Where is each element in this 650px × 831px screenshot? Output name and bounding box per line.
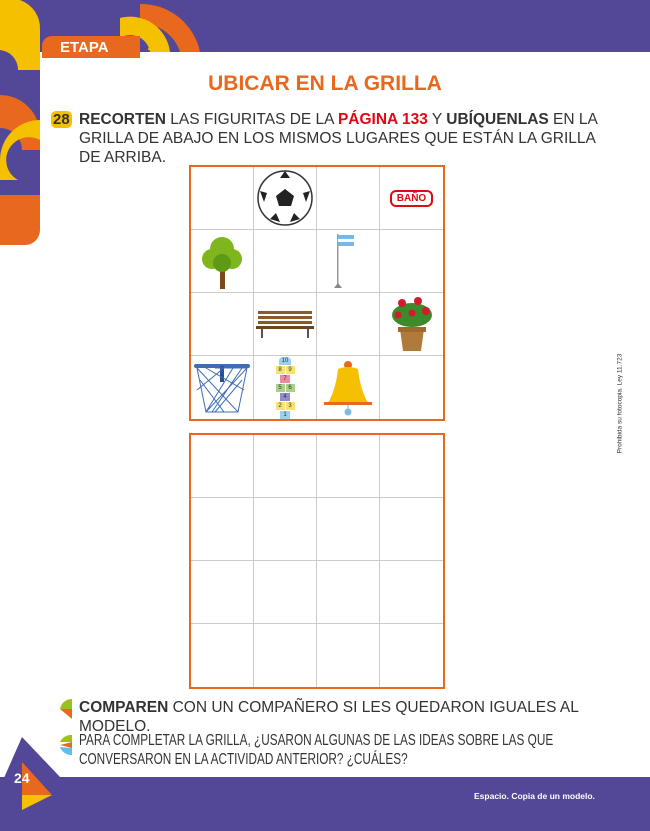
grid-cell[interactable] [254,561,317,624]
grid-cell [191,167,254,230]
grid-cell[interactable] [380,498,443,561]
grid-cell[interactable] [254,624,317,687]
grid-cell[interactable] [191,435,254,498]
bano-sign: BAÑO [390,190,433,207]
footer-bar [0,777,650,831]
activity-instruction: RECORTEN LAS FIGURITAS DE LA PÁGINA 133 Y UBÍQUENLAS EN LA GRILLA DE ABAJO EN LOS MISMOS LUGARES QUE ESTÁN LA GRILLA DE ARRIBA. [79,111,597,166]
page-title: UBICAR EN LA GRILLA [208,72,442,95]
grid-cell[interactable] [380,561,443,624]
grid-cell [191,356,254,419]
activity-number: 28 [53,111,70,128]
page-number: 24 [14,770,30,786]
hopscotch-icon: 10 8 9 7 5 6 4 2 3 1 [276,357,295,419]
grid-cell [317,230,380,293]
grid-cell [380,167,443,230]
basketball-hoop-icon [192,360,252,416]
grid-cell [254,356,317,419]
etapa-number: 1 [147,37,156,54]
grid-cell [254,230,317,293]
flag-icon [328,232,368,290]
tree-icon [200,233,244,289]
grid-cell[interactable] [317,561,380,624]
grid-cell[interactable] [317,435,380,498]
grid-cell [317,293,380,356]
question-compare: COMPAREN CON UN COMPAÑERO SI LES QUEDARON IGUALES AL MODELO. [79,699,579,735]
grid-cell [380,230,443,293]
grid-cell [317,356,380,419]
grid-cell[interactable] [317,498,380,561]
soccer-ball-icon [256,169,314,227]
model-grid [189,165,445,421]
empty-grid [189,433,445,689]
bell-icon [322,359,374,417]
grid-cell[interactable] [191,498,254,561]
question-ideas: PARA COMPLETAR LA GRILLA, ¿USARON ALGUNAS DE LAS IDEAS SOBRE LAS QUE CONVERSARON EN LA ACTIVIDAD ANTERIOR? ¿CUÁLES? [79,732,554,768]
bullet-icon [58,699,74,719]
grid-cell [191,293,254,356]
bullet-icon [58,735,74,755]
grid-cell [254,293,317,356]
grid-cell [254,167,317,230]
grid-cell[interactable] [254,435,317,498]
etapa-label: ETAPA [42,36,140,58]
bench-icon [255,309,315,339]
grid-cell[interactable] [380,435,443,498]
grid-cell [380,293,443,356]
grid-cell [317,167,380,230]
grid-cell[interactable] [254,498,317,561]
grid-cell[interactable] [380,624,443,687]
grid-cell[interactable] [191,624,254,687]
potted-plant-icon [388,295,436,353]
grid-cell [191,230,254,293]
grid-cell[interactable] [317,624,380,687]
grid-cell[interactable] [191,561,254,624]
copyright-note: Prohibida su fotocopia. Ley 11.723 [616,353,624,454]
grid-cell [380,356,443,419]
footer-caption: Espacio. Copia de un modelo. [474,791,595,801]
page-corner-decoration [0,737,60,831]
